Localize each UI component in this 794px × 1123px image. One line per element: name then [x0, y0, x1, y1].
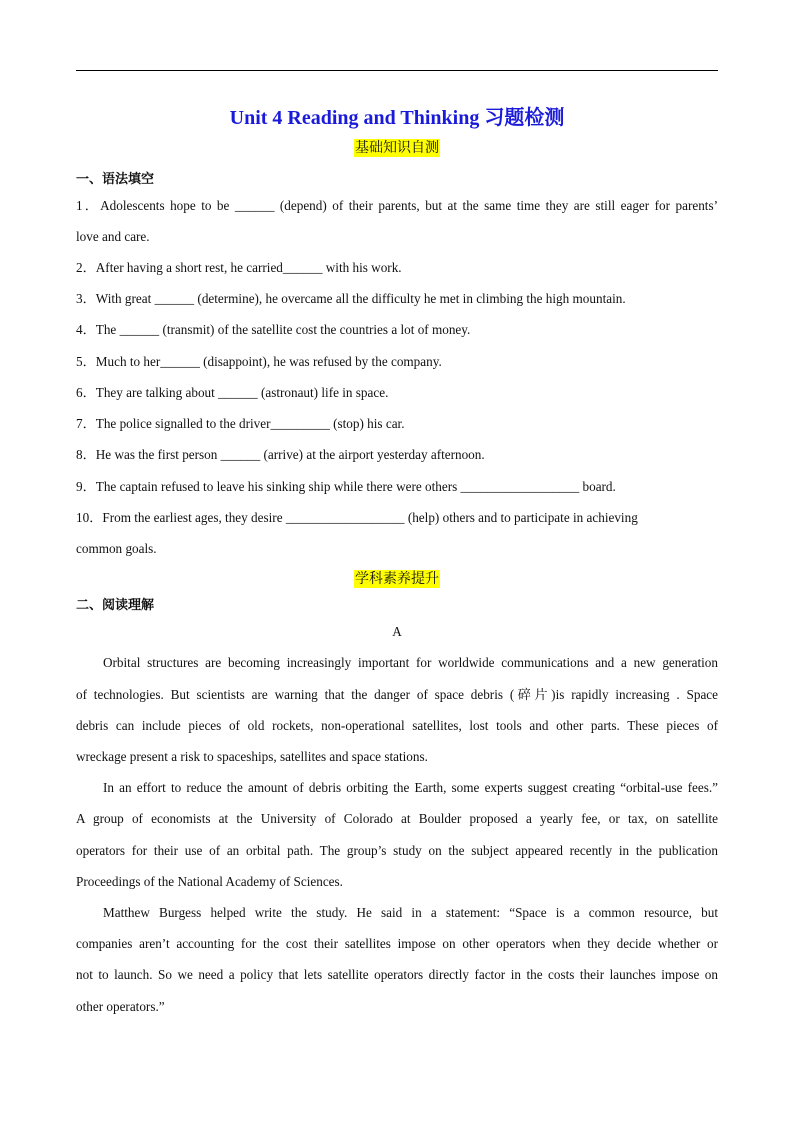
- passage-line: In an effort to reduce the amount of debris orbiting the Earth, some experts suggest creating “orbital-use fees.”: [103, 780, 718, 795]
- section1-banner: 基础知识自测: [355, 140, 439, 156]
- passage-line: Proceedings of the National Academy of Sciences.: [76, 874, 343, 889]
- passage-line: other operators.”: [76, 999, 165, 1014]
- exercise-line: 7．The police signalled to the driver_________ (stop) his car.: [76, 416, 405, 431]
- exercise-line: common goals.: [76, 541, 157, 556]
- section2-banner: 学科素养提升: [355, 571, 439, 587]
- passage-line: of technologies. But scientists are warning that the danger of space debris (碎片)is rapidly increasing . Space: [76, 687, 718, 702]
- exercise-line: 10．From the earliest ages, they desire __________________ (help) others and to participate in achieving: [76, 510, 638, 525]
- passage-label: A: [392, 624, 402, 639]
- passage-line: Matthew Burgess helped write the study. He said in a statement: “Space is a common resource, but: [103, 905, 718, 920]
- exercise-line: 9．The captain refused to leave his sinking ship while there were others __________________ board.: [76, 479, 616, 494]
- section1-heading: 一、语法填空: [76, 172, 155, 187]
- exercise-line: 6．They are talking about ______ (astronaut) life in space.: [76, 385, 389, 400]
- exercise-line: 4．The ______ (transmit) of the satellite cost the countries a lot of money.: [76, 322, 471, 337]
- exercise-line: 1．Adolescents hope to be ______ (depend) of their parents, but at the same time they are still eager for parents’: [76, 198, 718, 213]
- passage-line: Orbital structures are becoming increasingly important for worldwide communications and a new generation: [103, 655, 718, 670]
- exercise-line: 5．Much to her______ (disappoint), he was refused by the company.: [76, 354, 442, 369]
- passage-line: wreckage present a risk to spaceships, satellites and space stations.: [76, 749, 428, 764]
- header-rule: [76, 70, 718, 71]
- exercise-line: 3．With great ______ (determine), he overcame all the difficulty he met in climbing the high mountain.: [76, 291, 626, 306]
- passage-line: companies aren’t accounting for the cost their satellites impose on other operators when they decide whether or: [76, 936, 718, 951]
- passage-line: operators for their use of an orbital path. The group’s study on the subject appeared recently in the publication: [76, 843, 718, 858]
- exercise-line: 2．After having a short rest, he carried______ with his work.: [76, 260, 402, 275]
- exercise-line: 8．He was the first person ______ (arrive) at the airport yesterday afternoon.: [76, 447, 485, 462]
- section2-heading: 二、阅读理解: [76, 598, 155, 613]
- passage-line: debris can include pieces of old rockets, non-operational satellites, lost tools and other parts. These pieces of: [76, 718, 718, 733]
- passage-line: not to launch. So we need a policy that lets satellite operators directly factor in the costs their launches impose on: [76, 967, 718, 982]
- passage-line: A group of economists at the University of Colorado at Boulder proposed a yearly fee, or tax, on satellite: [76, 811, 718, 826]
- page-title: Unit 4 Reading and Thinking 习题检测: [229, 107, 565, 129]
- exercise-line: love and care.: [76, 229, 150, 244]
